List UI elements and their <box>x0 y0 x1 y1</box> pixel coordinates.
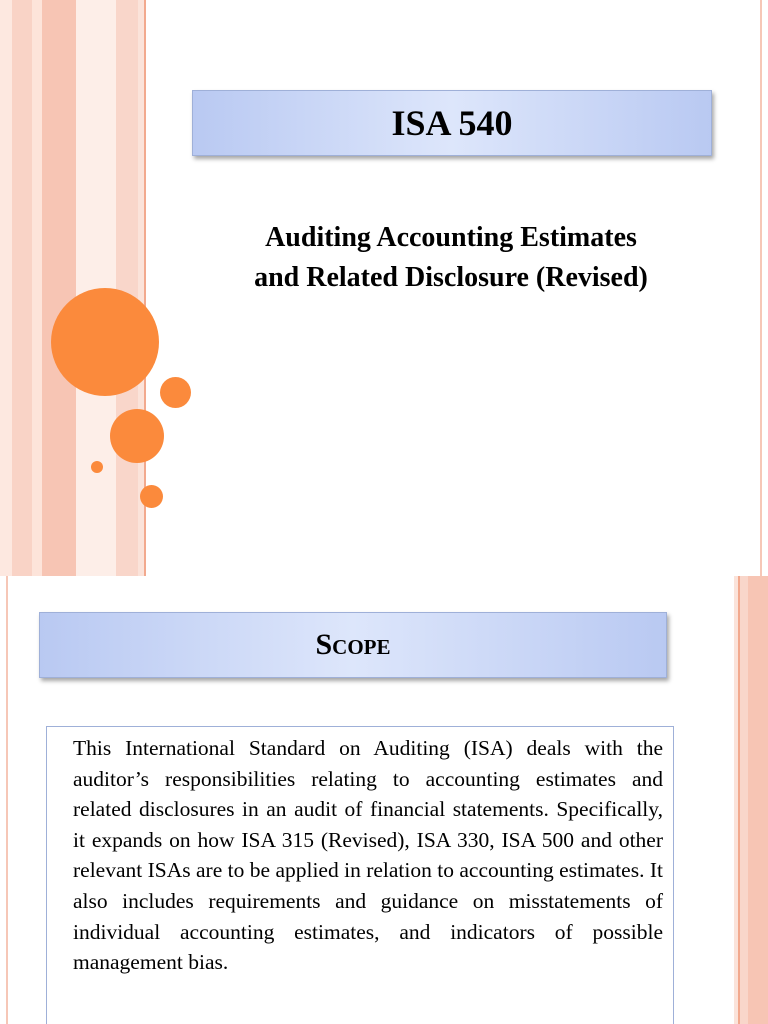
decor-circle <box>140 485 163 508</box>
decor-stripe <box>32 0 42 576</box>
decor-stripe <box>116 0 138 576</box>
body-paragraph: This International Standard on Auditing (ISA) deals with the auditor’s responsibilities relating to accounting estimates and related disclosures in an audit of financial statements. Specifically, it expands on how ISA 315 (Revised), ISA 330, ISA 500 and other relevant ISAs are to be applied in relation to accounting estimates. It also includes requirements and guidance on misstatements of individual accounting estimates, and indicators of possible management bias. <box>73 736 663 975</box>
decor-circle <box>110 409 164 463</box>
decor-stripe <box>12 0 32 576</box>
decor-stripe <box>740 576 748 1024</box>
decor-stripe <box>0 0 12 576</box>
decor-circle <box>160 377 191 408</box>
content-box <box>46 726 674 1024</box>
decor-stripe <box>6 576 8 1024</box>
decor-stripe <box>42 0 76 576</box>
slide-subtitle <box>192 218 710 298</box>
decor-stripe <box>760 0 762 576</box>
slide-title: Scope <box>315 628 391 661</box>
slide-title-box <box>39 612 667 678</box>
slide-title: ISA 540 <box>391 103 513 143</box>
decor-circle-large <box>51 288 159 396</box>
slide-2 <box>0 576 768 1024</box>
decor-circle <box>91 461 103 473</box>
subtitle-line: Auditing Accounting Estimates <box>265 222 637 253</box>
slide-title-box <box>192 90 712 156</box>
subtitle-line: and Related Disclosure (Revised) <box>254 262 648 293</box>
decor-stripe <box>748 576 768 1024</box>
